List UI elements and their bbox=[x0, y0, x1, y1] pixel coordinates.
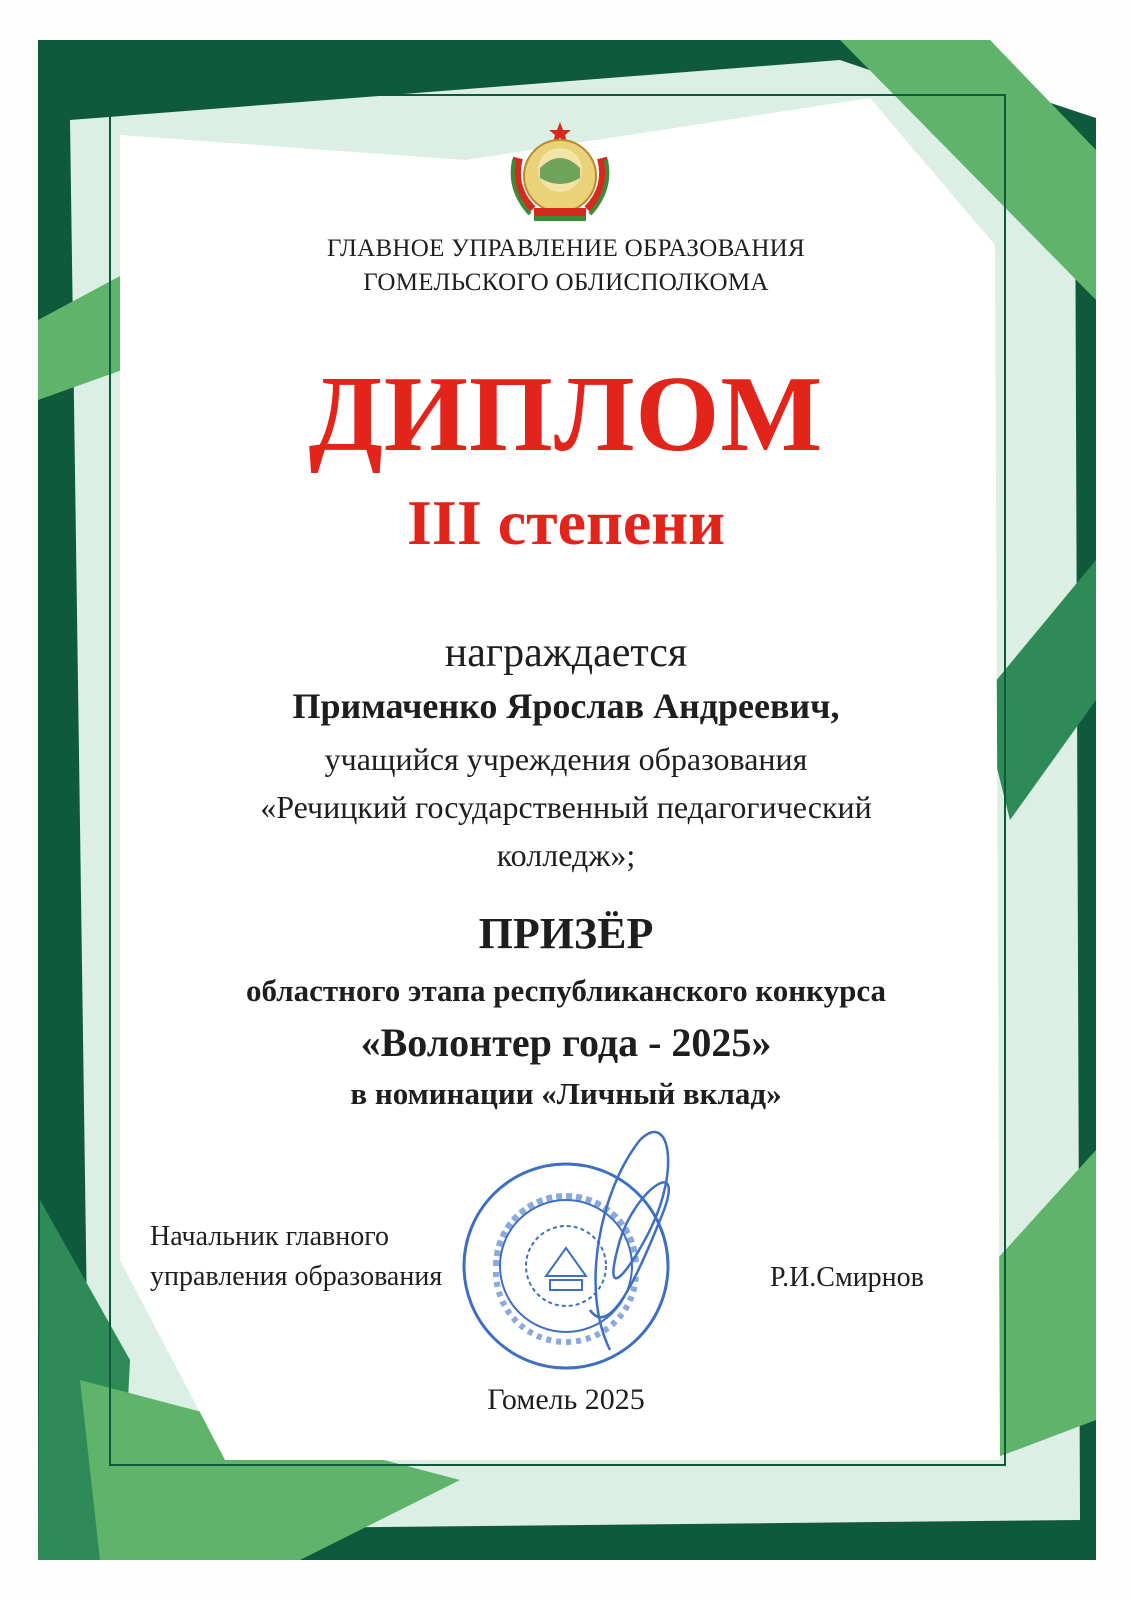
signer-name: Р.И.Смирнов bbox=[770, 1262, 924, 1293]
recipient-name: Примаченко Ярослав Андреевич, bbox=[292, 686, 840, 726]
recipient-description-line-2: «Речицкий государственный педагогический bbox=[260, 789, 872, 825]
recipient-description-line-1: учащийся учреждения образования bbox=[324, 741, 808, 777]
belarus-state-emblem-icon bbox=[500, 118, 620, 230]
diploma-degree: III степени bbox=[407, 487, 725, 558]
place-and-year: Гомель 2025 bbox=[487, 1383, 645, 1416]
contest-name: «Волонтер года - 2025» bbox=[360, 1020, 772, 1065]
diploma-title: ДИПЛОМ bbox=[308, 355, 824, 474]
authority-line-2: ГОМЕЛЬСКОГО ОБЛИСПОЛКОМА bbox=[363, 269, 769, 296]
contest-stage: областного этапа республиканского конкурса bbox=[246, 973, 886, 1008]
issuing-authority bbox=[0, 232, 1132, 300]
signer-position-line-2: управления образования bbox=[150, 1261, 443, 1292]
recipient-description-line-3: колледж»; bbox=[496, 837, 636, 873]
nomination: в номинации «Личный вклад» bbox=[350, 1076, 782, 1111]
prize-status: ПРИЗЁР bbox=[478, 909, 654, 958]
signature-icon bbox=[540, 1110, 700, 1360]
authority-line-1: ГЛАВНОЕ УПРАВЛЕНИЕ ОБРАЗОВАНИЯ bbox=[326, 235, 806, 262]
awarded-word: награждается bbox=[444, 630, 688, 676]
signer-position-line-1: Начальник главного bbox=[150, 1221, 390, 1252]
signer-position bbox=[150, 1217, 442, 1297]
